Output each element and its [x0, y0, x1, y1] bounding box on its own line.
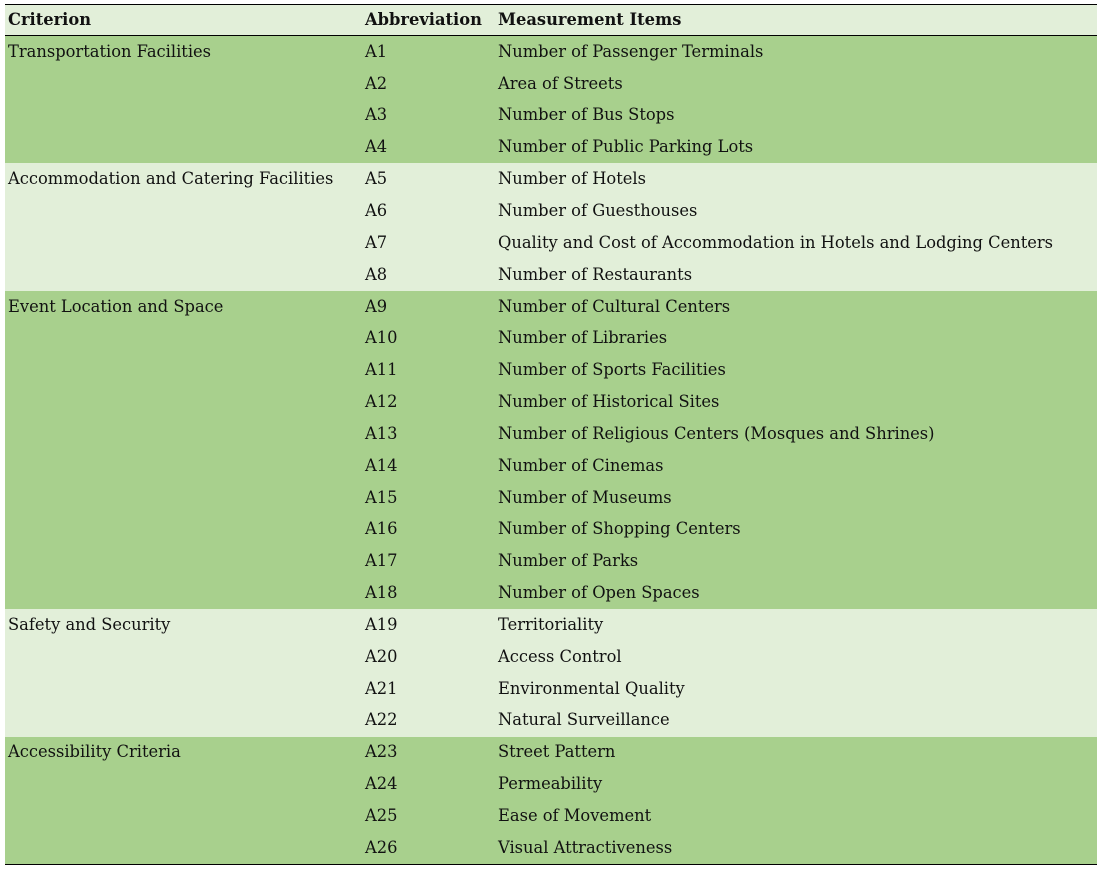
abbreviation-cell: A3 [361, 100, 495, 132]
criterion-cell [5, 450, 361, 482]
table-row [5, 482, 1097, 514]
criteria-table-container [5, 4, 1097, 865]
abbreviation-cell: A22 [361, 705, 495, 737]
criterion-cell [5, 705, 361, 737]
measurement-item-cell: Quality and Cost of Accommodation in Hotels and Lodging Centers [495, 227, 1097, 259]
measurement-item-cell: Environmental Quality [495, 673, 1097, 705]
criterion-cell [5, 482, 361, 514]
table-row [5, 68, 1097, 100]
measurement-item-cell: Number of Historical Sites [495, 386, 1097, 418]
measurement-item-cell: Access Control [495, 641, 1097, 673]
measurement-item-cell: Ease of Movement [495, 800, 1097, 832]
criterion-cell [5, 546, 361, 578]
criterion-cell [5, 800, 361, 832]
table-row [5, 577, 1097, 609]
header-row [5, 5, 1097, 36]
table-body [5, 36, 1097, 865]
table-row [5, 673, 1097, 705]
abbreviation-cell: A7 [361, 227, 495, 259]
table-row [5, 514, 1097, 546]
header-measurement-items: Measurement Items [495, 5, 1097, 36]
table-row [5, 100, 1097, 132]
abbreviation-cell: A5 [361, 163, 495, 195]
abbreviation-cell: A2 [361, 68, 495, 100]
measurement-item-cell: Street Pattern [495, 737, 1097, 769]
measurement-item-cell: Number of Public Parking Lots [495, 132, 1097, 164]
criterion-cell [5, 577, 361, 609]
table-row [5, 259, 1097, 291]
measurement-item-cell: Number of Hotels [495, 163, 1097, 195]
criterion-cell [5, 832, 361, 864]
abbreviation-cell: A23 [361, 737, 495, 769]
table-row [5, 354, 1097, 386]
abbreviation-cell: A10 [361, 323, 495, 355]
table-row [5, 195, 1097, 227]
table-row [5, 36, 1097, 68]
measurement-item-cell: Number of Museums [495, 482, 1097, 514]
measurement-item-cell: Number of Parks [495, 546, 1097, 578]
criterion-cell: Event Location and Space [5, 291, 361, 323]
measurement-item-cell: Number of Shopping Centers [495, 514, 1097, 546]
criterion-cell [5, 259, 361, 291]
table-row [5, 132, 1097, 164]
table-row [5, 800, 1097, 832]
criterion-cell [5, 227, 361, 259]
abbreviation-cell: A25 [361, 800, 495, 832]
abbreviation-cell: A17 [361, 546, 495, 578]
abbreviation-cell: A21 [361, 673, 495, 705]
measurement-item-cell: Permeability [495, 768, 1097, 800]
measurement-item-cell: Number of Religious Centers (Mosques and Shrines) [495, 418, 1097, 450]
table-row [5, 227, 1097, 259]
table-row [5, 418, 1097, 450]
abbreviation-cell: A16 [361, 514, 495, 546]
table-row [5, 832, 1097, 864]
table-row [5, 323, 1097, 355]
measurement-item-cell: Number of Cinemas [495, 450, 1097, 482]
abbreviation-cell: A9 [361, 291, 495, 323]
criterion-cell: Safety and Security [5, 609, 361, 641]
abbreviation-cell: A24 [361, 768, 495, 800]
criterion-cell [5, 100, 361, 132]
table-row [5, 291, 1097, 323]
criterion-cell [5, 514, 361, 546]
abbreviation-cell: A1 [361, 36, 495, 68]
table-row [5, 609, 1097, 641]
criterion-cell [5, 68, 361, 100]
measurement-item-cell: Number of Passenger Terminals [495, 36, 1097, 68]
measurement-item-cell: Number of Restaurants [495, 259, 1097, 291]
abbreviation-cell: A6 [361, 195, 495, 227]
criterion-cell [5, 673, 361, 705]
abbreviation-cell: A8 [361, 259, 495, 291]
table-row [5, 546, 1097, 578]
abbreviation-cell: A19 [361, 609, 495, 641]
measurement-item-cell: Number of Sports Facilities [495, 354, 1097, 386]
criteria-table [5, 4, 1097, 865]
abbreviation-cell: A14 [361, 450, 495, 482]
criterion-cell [5, 418, 361, 450]
table-row [5, 163, 1097, 195]
measurement-item-cell: Area of Streets [495, 68, 1097, 100]
criterion-cell [5, 323, 361, 355]
table-row [5, 768, 1097, 800]
table-row [5, 705, 1097, 737]
criterion-cell: Accommodation and Catering Facilities [5, 163, 361, 195]
abbreviation-cell: A26 [361, 832, 495, 864]
table-row [5, 737, 1097, 769]
measurement-item-cell: Visual Attractiveness [495, 832, 1097, 864]
criterion-cell [5, 768, 361, 800]
criterion-cell [5, 132, 361, 164]
measurement-item-cell: Natural Surveillance [495, 705, 1097, 737]
abbreviation-cell: A13 [361, 418, 495, 450]
table-header [5, 5, 1097, 36]
criterion-cell: Accessibility Criteria [5, 737, 361, 769]
abbreviation-cell: A11 [361, 354, 495, 386]
measurement-item-cell: Number of Libraries [495, 323, 1097, 355]
header-criterion: Criterion [5, 5, 361, 36]
criterion-cell [5, 386, 361, 418]
table-row [5, 641, 1097, 673]
table-row [5, 450, 1097, 482]
table-row [5, 386, 1097, 418]
abbreviation-cell: A12 [361, 386, 495, 418]
abbreviation-cell: A18 [361, 577, 495, 609]
measurement-item-cell: Number of Open Spaces [495, 577, 1097, 609]
criterion-cell [5, 195, 361, 227]
header-abbreviation: Abbreviation [361, 5, 495, 36]
measurement-item-cell: Number of Bus Stops [495, 100, 1097, 132]
criterion-cell [5, 641, 361, 673]
abbreviation-cell: A15 [361, 482, 495, 514]
measurement-item-cell: Territoriality [495, 609, 1097, 641]
criterion-cell [5, 354, 361, 386]
abbreviation-cell: A4 [361, 132, 495, 164]
criterion-cell: Transportation Facilities [5, 36, 361, 68]
measurement-item-cell: Number of Cultural Centers [495, 291, 1097, 323]
measurement-item-cell: Number of Guesthouses [495, 195, 1097, 227]
abbreviation-cell: A20 [361, 641, 495, 673]
